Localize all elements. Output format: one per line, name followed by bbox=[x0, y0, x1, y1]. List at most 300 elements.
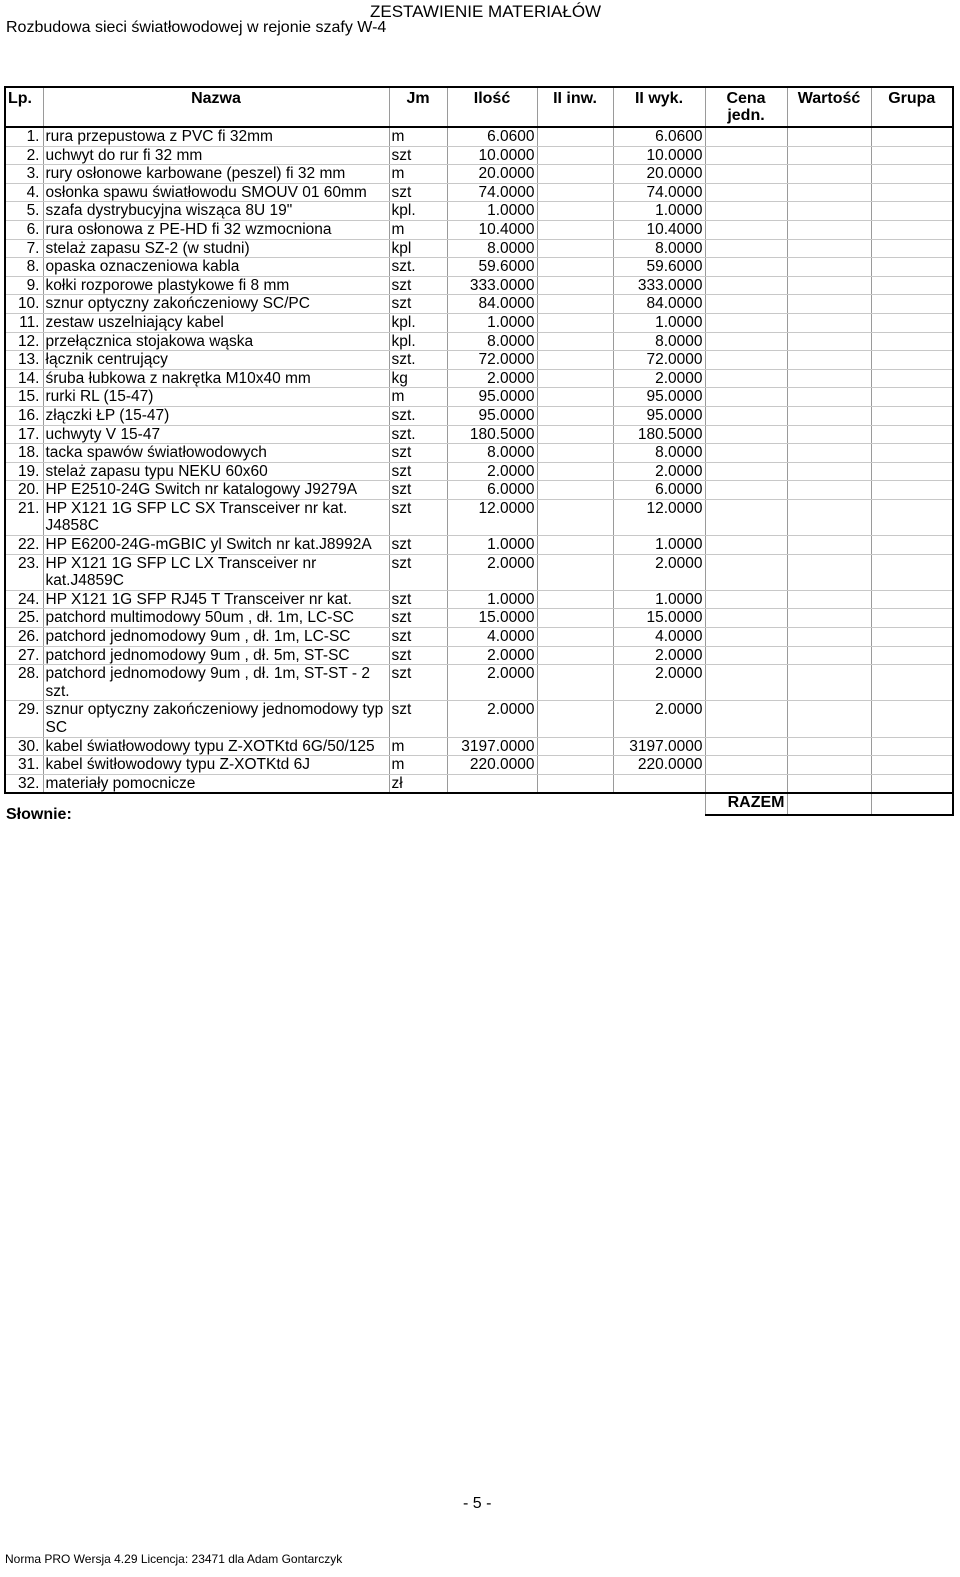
table-row bbox=[5, 313, 953, 332]
total-label: RAZEM bbox=[705, 793, 787, 815]
cell-price bbox=[705, 590, 787, 609]
table-row bbox=[5, 646, 953, 665]
cell-name: przełącznica stojakowa wąska bbox=[43, 332, 389, 351]
cell-price bbox=[705, 499, 787, 535]
table-row bbox=[5, 590, 953, 609]
cell-wyk: 2.0000 bbox=[613, 554, 705, 590]
cell-jm: szt bbox=[389, 701, 447, 737]
table-body bbox=[5, 127, 953, 793]
cell-lp: 3. bbox=[5, 165, 43, 184]
cell-wyk: 20.0000 bbox=[613, 165, 705, 184]
cell-qty: 2.0000 bbox=[447, 369, 537, 388]
table-row bbox=[5, 774, 953, 793]
cell-value bbox=[787, 220, 871, 239]
cell-wyk: 180.5000 bbox=[613, 425, 705, 444]
cell-wyk: 15.0000 bbox=[613, 609, 705, 628]
cell-price bbox=[705, 239, 787, 258]
cell-name: patchord jednomodowy 9um , dł. 5m, ST-SC bbox=[43, 646, 389, 665]
cell-lp: 18. bbox=[5, 444, 43, 463]
cell-jm: szt bbox=[389, 646, 447, 665]
cell-jm: szt bbox=[389, 444, 447, 463]
cell-qty: 4.0000 bbox=[447, 628, 537, 647]
table-row bbox=[5, 665, 953, 701]
cell-jm: szt bbox=[389, 183, 447, 202]
cell-value bbox=[787, 628, 871, 647]
total-row bbox=[5, 793, 953, 815]
cell-wyk: 1.0000 bbox=[613, 313, 705, 332]
cell-inv bbox=[537, 425, 613, 444]
cell-price bbox=[705, 481, 787, 500]
document-title: ZESTAWIENIE MATERIAŁÓW bbox=[370, 2, 602, 21]
cell-lp: 12. bbox=[5, 332, 43, 351]
col-header-group: Grupa bbox=[871, 87, 953, 127]
cell-inv bbox=[537, 628, 613, 647]
cell-value bbox=[787, 737, 871, 756]
cell-name: śruba łubkowa z nakrętka M10x40 mm bbox=[43, 369, 389, 388]
cell-price bbox=[705, 701, 787, 737]
cell-value bbox=[787, 646, 871, 665]
cell-jm: szt bbox=[389, 554, 447, 590]
cell-qty: 59.6000 bbox=[447, 258, 537, 277]
cell-jm: szt bbox=[389, 146, 447, 165]
cell-jm: szt. bbox=[389, 406, 447, 425]
cell-inv bbox=[537, 183, 613, 202]
cell-wyk: 2.0000 bbox=[613, 369, 705, 388]
cell-inv bbox=[537, 444, 613, 463]
cell-jm: szt. bbox=[389, 425, 447, 444]
cell-value bbox=[787, 313, 871, 332]
cell-value bbox=[787, 258, 871, 277]
cell-qty: 74.0000 bbox=[447, 183, 537, 202]
cell-jm: m bbox=[389, 388, 447, 407]
cell-price bbox=[705, 146, 787, 165]
cell-name: rura osłonowa z PE-HD fi 32 wzmocniona bbox=[43, 220, 389, 239]
cell-name: kabel świtłowodowy typu Z-XOTKtd 6J bbox=[43, 756, 389, 775]
cell-inv bbox=[537, 665, 613, 701]
table-row bbox=[5, 388, 953, 407]
cell-group bbox=[871, 295, 953, 314]
cell-group bbox=[871, 499, 953, 535]
cell-wyk: 1.0000 bbox=[613, 590, 705, 609]
cell-lp: 20. bbox=[5, 481, 43, 500]
cell-inv bbox=[537, 258, 613, 277]
cell-value bbox=[787, 481, 871, 500]
cell-qty: 2.0000 bbox=[447, 701, 537, 737]
total-group-cell bbox=[871, 793, 953, 815]
cell-group bbox=[871, 554, 953, 590]
cell-name: rura przepustowa z PVC fi 32mm bbox=[43, 127, 389, 146]
table-row bbox=[5, 220, 953, 239]
cell-group bbox=[871, 202, 953, 221]
cell-jm: szt bbox=[389, 590, 447, 609]
cell-price bbox=[705, 332, 787, 351]
cell-price bbox=[705, 737, 787, 756]
cell-inv bbox=[537, 481, 613, 500]
cell-value bbox=[787, 406, 871, 425]
cell-value bbox=[787, 590, 871, 609]
cell-group bbox=[871, 628, 953, 647]
cell-name: uchwyty V 15-47 bbox=[43, 425, 389, 444]
cell-value bbox=[787, 388, 871, 407]
cell-lp: 10. bbox=[5, 295, 43, 314]
document-subtitle: Rozbudowa sieci światłowodowej w rejonie szafy W-4 bbox=[6, 19, 387, 36]
cell-inv bbox=[537, 774, 613, 793]
cell-name: HP E6200-24G-mGBIC yl Switch nr kat.J8992A bbox=[43, 536, 389, 555]
cell-jm: szt bbox=[389, 295, 447, 314]
cell-inv bbox=[537, 646, 613, 665]
cell-price bbox=[705, 406, 787, 425]
cell-jm: szt bbox=[389, 499, 447, 535]
cell-wyk: 8.0000 bbox=[613, 239, 705, 258]
cell-qty: 8.0000 bbox=[447, 444, 537, 463]
cell-inv bbox=[537, 239, 613, 258]
cell-price bbox=[705, 258, 787, 277]
cell-value bbox=[787, 351, 871, 370]
cell-qty: 2.0000 bbox=[447, 554, 537, 590]
cell-name: opaska oznaczeniowa kabla bbox=[43, 258, 389, 277]
cell-lp: 15. bbox=[5, 388, 43, 407]
cell-name: złączki ŁP (15-47) bbox=[43, 406, 389, 425]
cell-jm: kpl. bbox=[389, 202, 447, 221]
cell-qty: 15.0000 bbox=[447, 609, 537, 628]
col-header-lp: Lp. bbox=[5, 87, 43, 127]
cell-value bbox=[787, 146, 871, 165]
table-row bbox=[5, 351, 953, 370]
cell-group bbox=[871, 646, 953, 665]
cell-value bbox=[787, 756, 871, 775]
cell-qty: 1.0000 bbox=[447, 536, 537, 555]
cell-wyk: 59.6000 bbox=[613, 258, 705, 277]
cell-qty: 2.0000 bbox=[447, 665, 537, 701]
cell-qty: 6.0600 bbox=[447, 127, 537, 146]
cell-inv bbox=[537, 351, 613, 370]
cell-wyk: 2.0000 bbox=[613, 701, 705, 737]
col-header-wyk: II wyk. bbox=[613, 87, 705, 127]
cell-price bbox=[705, 127, 787, 146]
table-row bbox=[5, 499, 953, 535]
cell-lp: 1. bbox=[5, 127, 43, 146]
cell-jm: m bbox=[389, 220, 447, 239]
cell-group bbox=[871, 756, 953, 775]
cell-inv bbox=[537, 369, 613, 388]
cell-jm: szt. bbox=[389, 258, 447, 277]
cell-wyk: 2.0000 bbox=[613, 462, 705, 481]
table-row bbox=[5, 239, 953, 258]
cell-price bbox=[705, 351, 787, 370]
cell-lp: 26. bbox=[5, 628, 43, 647]
table-header-row bbox=[5, 87, 953, 127]
cell-wyk: 4.0000 bbox=[613, 628, 705, 647]
cell-name: HP X121 1G SFP LC LX Transceiver nr kat.J4859C bbox=[43, 554, 389, 590]
cell-qty: 220.0000 bbox=[447, 756, 537, 775]
cell-group bbox=[871, 313, 953, 332]
cell-name: HP X121 1G SFP LC SX Transceiver nr kat. J4858C bbox=[43, 499, 389, 535]
cell-price bbox=[705, 183, 787, 202]
cell-group bbox=[871, 239, 953, 258]
cell-jm: m bbox=[389, 165, 447, 184]
cell-group bbox=[871, 609, 953, 628]
cell-qty: 10.4000 bbox=[447, 220, 537, 239]
cell-inv bbox=[537, 165, 613, 184]
col-header-qty: Ilość bbox=[447, 87, 537, 127]
table-row bbox=[5, 701, 953, 737]
cell-value bbox=[787, 462, 871, 481]
table-row bbox=[5, 332, 953, 351]
cell-inv bbox=[537, 590, 613, 609]
table-row bbox=[5, 737, 953, 756]
cell-name: rurki RL (15-47) bbox=[43, 388, 389, 407]
cell-wyk: 1.0000 bbox=[613, 536, 705, 555]
col-header-jm: Jm bbox=[389, 87, 447, 127]
cell-inv bbox=[537, 609, 613, 628]
cell-qty: 1.0000 bbox=[447, 313, 537, 332]
cell-qty: 180.5000 bbox=[447, 425, 537, 444]
cell-wyk: 8.0000 bbox=[613, 332, 705, 351]
cell-value bbox=[787, 499, 871, 535]
table-row bbox=[5, 183, 953, 202]
cell-group bbox=[871, 665, 953, 701]
cell-wyk: 2.0000 bbox=[613, 665, 705, 701]
cell-price bbox=[705, 165, 787, 184]
cell-wyk: 220.0000 bbox=[613, 756, 705, 775]
cell-value bbox=[787, 444, 871, 463]
cell-name: patchord jednomodowy 9um , dł. 1m, ST-ST - 2 szt. bbox=[43, 665, 389, 701]
cell-qty: 1.0000 bbox=[447, 202, 537, 221]
cell-name: sznur optyczny zakończeniowy jednomodowy typ SC bbox=[43, 701, 389, 737]
table-row bbox=[5, 406, 953, 425]
cell-inv bbox=[537, 406, 613, 425]
cell-group bbox=[871, 590, 953, 609]
cell-jm: szt bbox=[389, 665, 447, 701]
table-row bbox=[5, 165, 953, 184]
cell-value bbox=[787, 554, 871, 590]
table-row bbox=[5, 127, 953, 146]
cell-name: osłonka spawu światłowodu SMOUV 01 60mm bbox=[43, 183, 389, 202]
cell-lp: 27. bbox=[5, 646, 43, 665]
cell-lp: 9. bbox=[5, 276, 43, 295]
table-row bbox=[5, 554, 953, 590]
cell-group bbox=[871, 774, 953, 793]
cell-lp: 22. bbox=[5, 536, 43, 555]
cell-name: HP E2510-24G Switch nr katalogowy J9279A bbox=[43, 481, 389, 500]
cell-name: patchord jednomodowy 9um , dł. 1m, LC-SC bbox=[43, 628, 389, 647]
cell-price bbox=[705, 774, 787, 793]
cell-price bbox=[705, 756, 787, 775]
cell-qty: 20.0000 bbox=[447, 165, 537, 184]
col-header-value: Wartość bbox=[787, 87, 871, 127]
cell-qty: 333.0000 bbox=[447, 276, 537, 295]
cell-lp: 5. bbox=[5, 202, 43, 221]
cell-wyk: 2.0000 bbox=[613, 646, 705, 665]
cell-value bbox=[787, 295, 871, 314]
cell-lp: 4. bbox=[5, 183, 43, 202]
cell-lp: 29. bbox=[5, 701, 43, 737]
cell-group bbox=[871, 165, 953, 184]
cell-group bbox=[871, 332, 953, 351]
cell-group bbox=[871, 351, 953, 370]
cell-inv bbox=[537, 499, 613, 535]
cell-inv bbox=[537, 295, 613, 314]
cell-price bbox=[705, 609, 787, 628]
cell-value bbox=[787, 369, 871, 388]
cell-inv bbox=[537, 220, 613, 239]
cell-lp: 21. bbox=[5, 499, 43, 535]
col-header-name: Nazwa bbox=[43, 87, 389, 127]
cell-wyk: 10.0000 bbox=[613, 146, 705, 165]
cell-inv bbox=[537, 388, 613, 407]
cell-qty: 95.0000 bbox=[447, 406, 537, 425]
cell-price bbox=[705, 313, 787, 332]
cell-group bbox=[871, 388, 953, 407]
page-number: - 5 - bbox=[463, 1495, 492, 1512]
cell-wyk: 6.0600 bbox=[613, 127, 705, 146]
cell-jm: szt bbox=[389, 276, 447, 295]
cell-lp: 8. bbox=[5, 258, 43, 277]
cell-name: HP X121 1G SFP RJ45 T Transceiver nr kat. bbox=[43, 590, 389, 609]
cell-price bbox=[705, 628, 787, 647]
table-row bbox=[5, 258, 953, 277]
cell-group bbox=[871, 701, 953, 737]
table-row bbox=[5, 609, 953, 628]
cell-name: kabel światłowodowy typu Z-XOTKtd 6G/50/125 bbox=[43, 737, 389, 756]
cell-lp: 19. bbox=[5, 462, 43, 481]
cell-inv bbox=[537, 756, 613, 775]
cell-qty: 1.0000 bbox=[447, 590, 537, 609]
cell-lp: 32. bbox=[5, 774, 43, 793]
cell-name: łącznik centrujący bbox=[43, 351, 389, 370]
table-row bbox=[5, 202, 953, 221]
cell-jm: szt bbox=[389, 481, 447, 500]
cell-inv bbox=[537, 737, 613, 756]
cell-name: patchord multimodowy 50um , dł. 1m, LC-SC bbox=[43, 609, 389, 628]
cell-inv bbox=[537, 313, 613, 332]
cell-qty: 8.0000 bbox=[447, 239, 537, 258]
cell-wyk: 95.0000 bbox=[613, 388, 705, 407]
cell-qty: 10.0000 bbox=[447, 146, 537, 165]
cell-wyk: 1.0000 bbox=[613, 202, 705, 221]
cell-jm: szt bbox=[389, 462, 447, 481]
cell-value bbox=[787, 609, 871, 628]
table-row bbox=[5, 276, 953, 295]
cell-price bbox=[705, 369, 787, 388]
cell-group bbox=[871, 737, 953, 756]
cell-price bbox=[705, 388, 787, 407]
cell-group bbox=[871, 406, 953, 425]
table-row bbox=[5, 369, 953, 388]
cell-inv bbox=[537, 536, 613, 555]
cell-price bbox=[705, 536, 787, 555]
cell-qty: 72.0000 bbox=[447, 351, 537, 370]
cell-jm: m bbox=[389, 756, 447, 775]
cell-price bbox=[705, 462, 787, 481]
cell-value bbox=[787, 165, 871, 184]
col-header-price: Cena jedn. bbox=[705, 87, 787, 127]
cell-price bbox=[705, 444, 787, 463]
cell-lp: 2. bbox=[5, 146, 43, 165]
cell-price bbox=[705, 554, 787, 590]
total-spacer bbox=[5, 793, 705, 815]
cell-value bbox=[787, 701, 871, 737]
table-row bbox=[5, 444, 953, 463]
cell-name: uchwyt do rur fi 32 mm bbox=[43, 146, 389, 165]
cell-jm: m bbox=[389, 127, 447, 146]
col-header-inv: II inw. bbox=[537, 87, 613, 127]
table-row bbox=[5, 536, 953, 555]
cell-lp: 25. bbox=[5, 609, 43, 628]
cell-name: rury osłonowe karbowane (peszel) fi 32 mm bbox=[43, 165, 389, 184]
cell-jm: kpl. bbox=[389, 313, 447, 332]
cell-group bbox=[871, 444, 953, 463]
cell-group bbox=[871, 258, 953, 277]
table-row bbox=[5, 295, 953, 314]
cell-name: kołki rozporowe plastykowe fi 8 mm bbox=[43, 276, 389, 295]
cell-price bbox=[705, 665, 787, 701]
cell-inv bbox=[537, 332, 613, 351]
cell-inv bbox=[537, 146, 613, 165]
cell-jm: kpl bbox=[389, 239, 447, 258]
cell-jm: kg bbox=[389, 369, 447, 388]
table-row bbox=[5, 628, 953, 647]
cell-jm: zł bbox=[389, 774, 447, 793]
cell-value bbox=[787, 536, 871, 555]
footer-note: Norma PRO Wersja 4.29 Licencja: 23471 dla Adam Gontarczyk bbox=[5, 1552, 343, 1566]
cell-lp: 30. bbox=[5, 737, 43, 756]
cell-price bbox=[705, 220, 787, 239]
cell-jm: kpl. bbox=[389, 332, 447, 351]
cell-name: sznur optyczny zakończeniowy SC/PC bbox=[43, 295, 389, 314]
cell-group bbox=[871, 425, 953, 444]
cell-price bbox=[705, 202, 787, 221]
cell-group bbox=[871, 276, 953, 295]
cell-value bbox=[787, 665, 871, 701]
cell-qty: 12.0000 bbox=[447, 499, 537, 535]
cell-wyk bbox=[613, 774, 705, 793]
cell-wyk: 6.0000 bbox=[613, 481, 705, 500]
cell-name: stelaż zapasu typu NEKU 60x60 bbox=[43, 462, 389, 481]
cell-name: szafa dystrybucyjna wisząca 8U 19" bbox=[43, 202, 389, 221]
slownie-label: Słownie: bbox=[6, 806, 72, 823]
materials-table bbox=[4, 86, 954, 816]
cell-qty: 84.0000 bbox=[447, 295, 537, 314]
cell-value bbox=[787, 127, 871, 146]
cell-qty: 8.0000 bbox=[447, 332, 537, 351]
cell-jm: m bbox=[389, 737, 447, 756]
cell-wyk: 84.0000 bbox=[613, 295, 705, 314]
cell-lp: 31. bbox=[5, 756, 43, 775]
cell-jm: szt. bbox=[389, 351, 447, 370]
cell-price bbox=[705, 646, 787, 665]
cell-price bbox=[705, 425, 787, 444]
cell-value bbox=[787, 332, 871, 351]
cell-qty: 2.0000 bbox=[447, 462, 537, 481]
cell-qty: 95.0000 bbox=[447, 388, 537, 407]
cell-inv bbox=[537, 276, 613, 295]
cell-price bbox=[705, 295, 787, 314]
cell-lp: 11. bbox=[5, 313, 43, 332]
cell-group bbox=[871, 183, 953, 202]
cell-group bbox=[871, 146, 953, 165]
cell-jm: szt bbox=[389, 628, 447, 647]
cell-wyk: 95.0000 bbox=[613, 406, 705, 425]
table-row bbox=[5, 481, 953, 500]
cell-value bbox=[787, 202, 871, 221]
cell-value bbox=[787, 239, 871, 258]
cell-qty: 3197.0000 bbox=[447, 737, 537, 756]
cell-group bbox=[871, 462, 953, 481]
cell-wyk: 333.0000 bbox=[613, 276, 705, 295]
cell-qty bbox=[447, 774, 537, 793]
cell-inv bbox=[537, 462, 613, 481]
